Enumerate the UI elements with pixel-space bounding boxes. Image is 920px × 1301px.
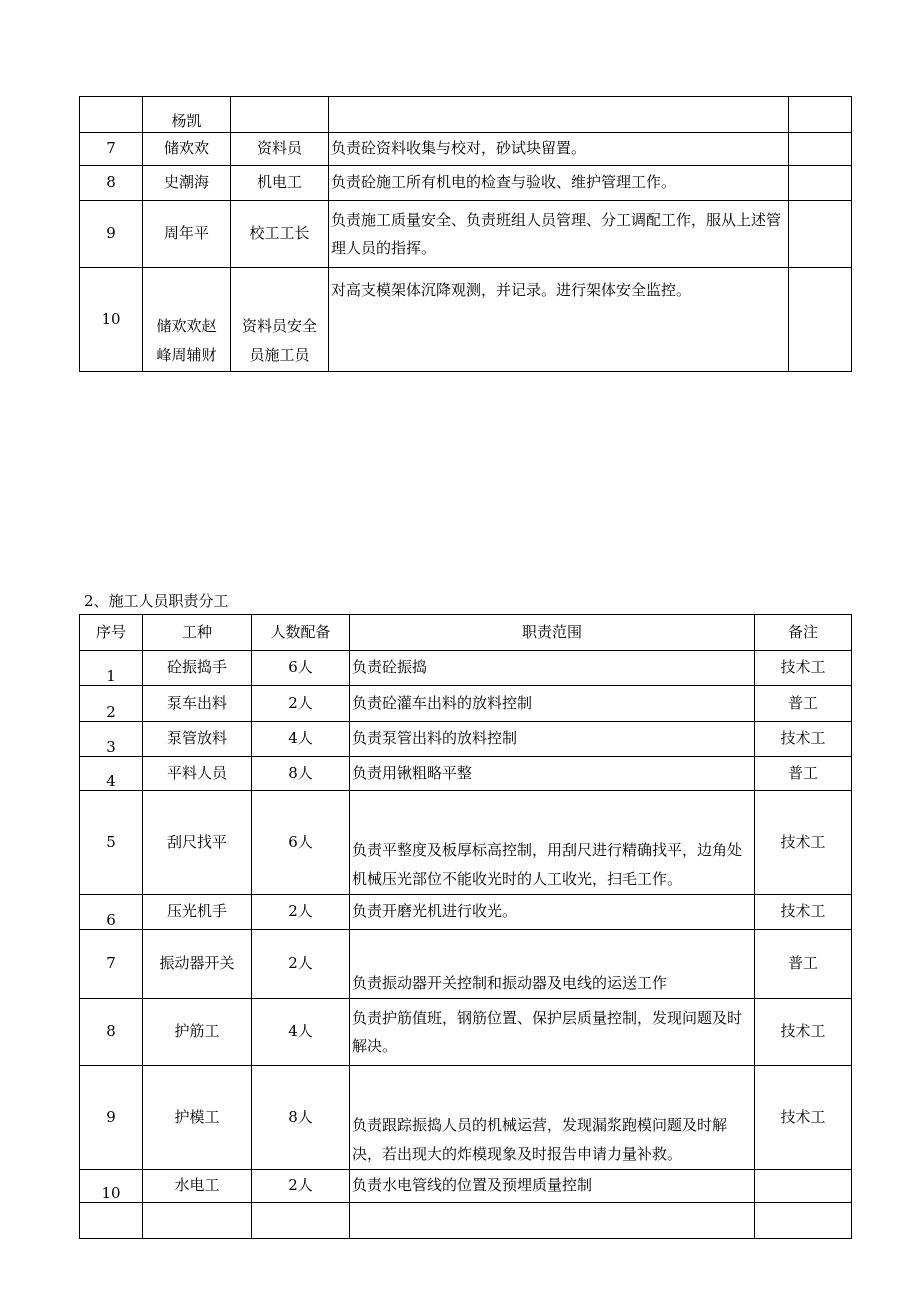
row-number: 1 bbox=[80, 651, 143, 686]
duty: 负责泵管出料的放料控制 bbox=[350, 722, 755, 757]
table-row bbox=[80, 1066, 852, 1170]
row-number: 8 bbox=[80, 166, 143, 201]
header-note: 备注 bbox=[755, 615, 852, 651]
note: 普工 bbox=[755, 757, 852, 791]
head-count bbox=[252, 1203, 350, 1239]
work-type: 水电工 bbox=[143, 1170, 252, 1203]
note bbox=[755, 1170, 852, 1203]
table-row bbox=[80, 757, 852, 791]
head-count: 2人 bbox=[252, 686, 350, 722]
duty: 对高支模架体沉降观测，并记录。进行架体安全监控。 bbox=[329, 268, 789, 372]
table-row bbox=[80, 1170, 852, 1203]
note: 普工 bbox=[755, 686, 852, 722]
note bbox=[789, 166, 852, 201]
work-type: 砼振捣手 bbox=[143, 651, 252, 686]
table-row bbox=[80, 686, 852, 722]
row-number: 3 bbox=[80, 722, 143, 757]
work-type: 刮尺找平 bbox=[143, 791, 252, 895]
table-row bbox=[80, 268, 852, 372]
note: 技术工 bbox=[755, 1066, 852, 1170]
table-row bbox=[80, 999, 852, 1066]
role bbox=[231, 97, 329, 133]
note: 技术工 bbox=[755, 791, 852, 895]
note: 技术工 bbox=[755, 999, 852, 1066]
header-duty: 职责范围 bbox=[350, 615, 755, 651]
duty: 负责砼振捣 bbox=[350, 651, 755, 686]
section-title: 2、施工人员职责分工 bbox=[84, 592, 229, 610]
row-number: 6 bbox=[80, 895, 143, 930]
header-no: 序号 bbox=[80, 615, 143, 651]
table-row bbox=[80, 651, 852, 686]
duty: 负责施工质量安全、负责班组人员管理、分工调配工作，服从上述管理人员的指挥。 bbox=[329, 201, 789, 268]
head-count: 6人 bbox=[252, 791, 350, 895]
worker-duty-table bbox=[79, 614, 852, 1239]
work-type: 平料人员 bbox=[143, 757, 252, 791]
header-count: 人数配备 bbox=[252, 615, 350, 651]
table-row bbox=[80, 133, 852, 166]
person-name: 杨凯 bbox=[143, 97, 231, 133]
head-count: 2人 bbox=[252, 1170, 350, 1203]
duty: 负责砼资料收集与校对，砂试块留置。 bbox=[329, 133, 789, 166]
row-number: 10 bbox=[80, 1170, 143, 1203]
note bbox=[789, 268, 852, 372]
row-number: 5 bbox=[80, 791, 143, 895]
head-count: 4人 bbox=[252, 999, 350, 1066]
role-line: 资料员安全 bbox=[241, 317, 317, 335]
note: 技术工 bbox=[755, 651, 852, 686]
duty bbox=[329, 97, 789, 133]
row-number: 9 bbox=[80, 201, 143, 268]
duty: 负责振动器开关控制和振动器及电线的运送工作 bbox=[350, 930, 755, 999]
management-duty-table bbox=[79, 96, 852, 372]
head-count: 2人 bbox=[252, 895, 350, 930]
note bbox=[789, 133, 852, 166]
table-header-row bbox=[80, 615, 852, 651]
duty: 负责砼灌车出料的放料控制 bbox=[350, 686, 755, 722]
table-row bbox=[80, 97, 852, 133]
role: 校工工长 bbox=[231, 201, 329, 268]
note bbox=[789, 201, 852, 268]
role bbox=[231, 268, 329, 372]
row-number: 7 bbox=[80, 930, 143, 999]
duty bbox=[350, 1203, 755, 1239]
head-count: 6人 bbox=[252, 651, 350, 686]
header-type: 工种 bbox=[143, 615, 252, 651]
person-name-line: 峰周辅财 bbox=[156, 345, 217, 364]
person-name: 周年平 bbox=[143, 201, 231, 268]
note: 技术工 bbox=[755, 895, 852, 930]
row-number: 4 bbox=[80, 757, 143, 791]
row-number bbox=[80, 97, 143, 133]
table-row bbox=[80, 895, 852, 930]
head-count: 4人 bbox=[252, 722, 350, 757]
role-line: 员施工员 bbox=[249, 345, 310, 364]
table-row bbox=[80, 201, 852, 268]
row-number: 7 bbox=[80, 133, 143, 166]
person-name bbox=[143, 268, 231, 372]
table-row bbox=[80, 791, 852, 895]
note: 技术工 bbox=[755, 722, 852, 757]
work-type: 护筋工 bbox=[143, 999, 252, 1066]
person-name: 史潮海 bbox=[143, 166, 231, 201]
row-number: 10 bbox=[80, 268, 143, 372]
work-type: 压光机手 bbox=[143, 895, 252, 930]
row-number: 2 bbox=[80, 686, 143, 722]
duty: 负责砼施工所有机电的检查与验收、维护管理工作。 bbox=[329, 166, 789, 201]
table-row bbox=[80, 722, 852, 757]
duty: 负责平整度及板厚标高控制，用刮尺进行精确找平，边角处机械压光部位不能收光时的人工收光，扫毛工作。 bbox=[350, 791, 755, 895]
note bbox=[755, 1203, 852, 1239]
work-type: 泵管放料 bbox=[143, 722, 252, 757]
head-count: 8人 bbox=[252, 757, 350, 791]
duty: 负责用锹粗略平整 bbox=[350, 757, 755, 791]
person-name-line: 储欢欢赵 bbox=[156, 317, 217, 335]
work-type: 泵车出料 bbox=[143, 686, 252, 722]
work-type bbox=[143, 1203, 252, 1239]
work-type: 振动器开关 bbox=[143, 930, 252, 999]
duty: 负责水电管线的位置及预埋质量控制 bbox=[350, 1170, 755, 1203]
table-row bbox=[80, 1203, 852, 1239]
row-number bbox=[80, 1203, 143, 1239]
work-type: 护模工 bbox=[143, 1066, 252, 1170]
duty: 负责开磨光机进行收光。 bbox=[350, 895, 755, 930]
role: 资料员 bbox=[231, 133, 329, 166]
role: 机电工 bbox=[231, 166, 329, 201]
row-number: 9 bbox=[80, 1066, 143, 1170]
note bbox=[789, 97, 852, 133]
table-row bbox=[80, 930, 852, 999]
duty: 负责跟踪振捣人员的机械运营，发现漏浆跑模问题及时解决，若出现大的炸模现象及时报告申请力量补救。 bbox=[350, 1066, 755, 1170]
table-row bbox=[80, 166, 852, 201]
duty: 负责护筋值班，钢筋位置、保护层质量控制，发现问题及时解决。 bbox=[350, 999, 755, 1066]
head-count: 8人 bbox=[252, 1066, 350, 1170]
head-count: 2人 bbox=[252, 930, 350, 999]
person-name: 储欢欢 bbox=[143, 133, 231, 166]
row-number: 8 bbox=[80, 999, 143, 1066]
note: 普工 bbox=[755, 930, 852, 999]
